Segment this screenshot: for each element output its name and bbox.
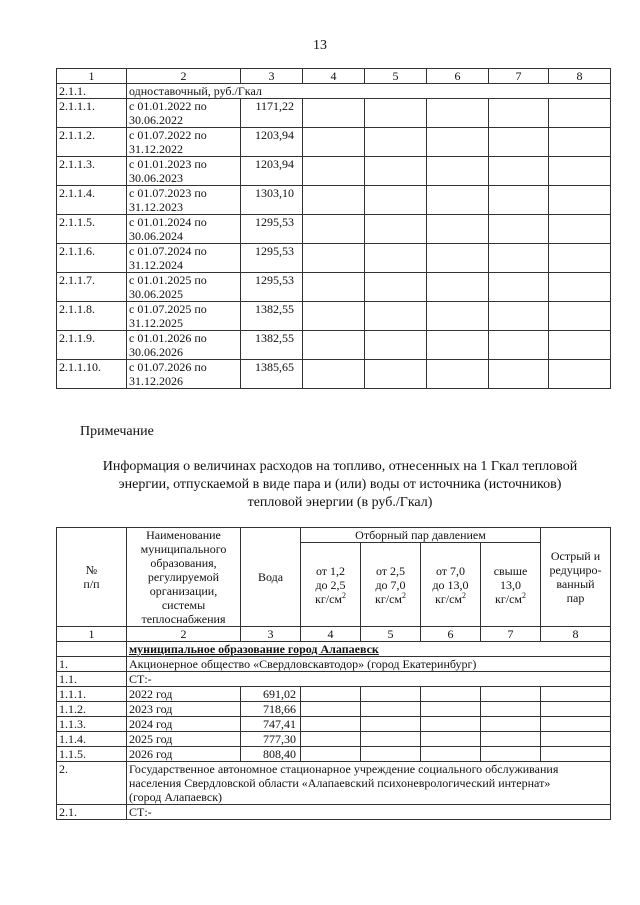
- column-number-row: 1 2 3 4 5 6 7 8: [57, 627, 611, 642]
- table-row: [57, 331, 611, 360]
- row-period: с 01.07.2025 по 31.12.2025: [127, 302, 241, 331]
- header-sharp-steam: Острый и редуциро- ванный пар: [541, 528, 611, 627]
- row-value: 747,41: [241, 717, 301, 732]
- header-pressure-2: от 2,5 до 7,0 $кг/см^2$: [361, 543, 421, 627]
- row-period: с 01.07.2024 по 31.12.2024: [127, 244, 241, 273]
- row-value: 1382,55: [241, 331, 303, 360]
- row-period: с 01.01.2026 по 30.06.2026: [127, 331, 241, 360]
- row-value: 808,40: [241, 747, 301, 762]
- col-header: 4: [303, 69, 365, 84]
- row-year: 2026 год: [127, 747, 241, 762]
- row-period: с 01.01.2024 по 30.06.2024: [127, 215, 241, 244]
- municipality-name: муниципальное образование город Алапаевск: [127, 642, 611, 657]
- row-value: 1303,10: [241, 186, 303, 215]
- row-code: 1.1.3.: [57, 717, 127, 732]
- table-row: [57, 273, 611, 302]
- org-row: 2. Государственное автономное стационарное учреждение социального обслуживания населения Свердловской области «Алапаевский психоневрологический интернат» (город Алапаевск): [57, 762, 611, 805]
- note-label: Примечание: [80, 424, 154, 439]
- info-line: энергии, отпускаемой в виде пара и (или) воды от источника (источников): [118, 477, 562, 492]
- table-row: [57, 702, 611, 717]
- header-pressure-1: от 1,2 до 2,5 $кг/см^2$: [301, 543, 361, 627]
- row-period: с 01.07.2023 по 31.12.2023: [127, 186, 241, 215]
- row-value: 1171,22: [241, 99, 303, 128]
- header-pressure-3: от 7,0 до 13,0 $кг/см^2$: [421, 543, 481, 627]
- row-code: 2.1.1.6.: [57, 244, 127, 273]
- header-pressure-4: свыше 13,0 $кг/см^2$: [481, 543, 541, 627]
- org-row: 1. Акционерное общество «Свердловскавтодор» (город Екатеринбург): [57, 657, 611, 672]
- col-header: 7: [489, 69, 549, 84]
- tariff-table: [56, 68, 611, 389]
- row-year: 2024 год: [127, 717, 241, 732]
- table-row: [57, 128, 611, 157]
- system-row: 2.1. СТ:-: [57, 805, 611, 820]
- row-code: 2.1.1.7.: [57, 273, 127, 302]
- row-value: 1382,55: [241, 302, 303, 331]
- col-header: 6: [427, 69, 489, 84]
- row-code: 2.1.1.3.: [57, 157, 127, 186]
- header-number: № п/п: [57, 528, 127, 627]
- row-code: 2.1.1.2.: [57, 128, 127, 157]
- section-label: одноставочный, руб./Гкал: [127, 84, 611, 99]
- col-header: 5: [365, 69, 427, 84]
- header-name: Наименование муниципального образования, регулируемой организации, системы теплоснабжения: [127, 528, 241, 627]
- row-year: 2022 год: [127, 687, 241, 702]
- row-code: 2.1.1.10.: [57, 360, 127, 389]
- info-line: Информация о величинах расходов на топливо, отнесенных на 1 Гкал тепловой: [102, 459, 578, 474]
- org-name: Акционерное общество «Свердловскавтодор» (город Екатеринбург): [127, 657, 611, 672]
- row-year: 2025 год: [127, 732, 241, 747]
- row-value: 1203,94: [241, 157, 303, 186]
- row-code: 2.1.1.1.: [57, 99, 127, 128]
- row-code: 1.1.1.: [57, 687, 127, 702]
- info-heading: [70, 458, 610, 512]
- row-value: 718,66: [241, 702, 301, 717]
- table-row: [57, 186, 611, 215]
- col-header: 3: [241, 69, 303, 84]
- table-row: [57, 302, 611, 331]
- row-code: 1.1.2.: [57, 702, 127, 717]
- fuel-cost-table: [56, 527, 611, 820]
- row-value: 1385,65: [241, 360, 303, 389]
- page-number: 13: [313, 38, 327, 53]
- org-name: Государственное автономное стационарное учреждение социального обслуживания населения Свердловской области «Алапаевский психоневрологический интернат» (город Алапаевск): [127, 762, 611, 805]
- row-value: 777,30: [241, 732, 301, 747]
- row-code: 2.1.1.4.: [57, 186, 127, 215]
- row-period: с 01.07.2022 по 31.12.2022: [127, 128, 241, 157]
- table-row: [57, 732, 611, 747]
- header-water: Вода: [241, 528, 301, 627]
- table-row: [57, 157, 611, 186]
- table-row: [57, 747, 611, 762]
- row-code: 2.1.1.5.: [57, 215, 127, 244]
- col-header: 8: [549, 69, 611, 84]
- row-value: 1295,53: [241, 273, 303, 302]
- row-value: 1295,53: [241, 215, 303, 244]
- system-name: СТ:-: [127, 805, 611, 820]
- table-row: [57, 215, 611, 244]
- row-code: 1.1.5.: [57, 747, 127, 762]
- row-value: 691,02: [241, 687, 301, 702]
- row-period: с 01.01.2025 по 30.06.2025: [127, 273, 241, 302]
- table-row: [57, 717, 611, 732]
- table-row: [57, 244, 611, 273]
- col-header: 2: [127, 69, 241, 84]
- info-line: тепловой энергии (в руб./Гкал): [247, 495, 433, 510]
- row-code: 2.1.1.8.: [57, 302, 127, 331]
- row-value: 1203,94: [241, 128, 303, 157]
- row-code: 1.1.4.: [57, 732, 127, 747]
- row-value: 1295,53: [241, 244, 303, 273]
- section-code: 2.1.1.: [57, 84, 127, 99]
- header-steam: Отборный пар давлением: [301, 528, 541, 543]
- row-period: с 01.07.2026 по 31.12.2026: [127, 360, 241, 389]
- municipality-row: [57, 642, 611, 657]
- col-header: 1: [57, 69, 127, 84]
- system-name: СТ:-: [127, 672, 611, 687]
- system-row: 1.1. СТ:-: [57, 672, 611, 687]
- table-row: [57, 687, 611, 702]
- table-header-row: [57, 69, 611, 84]
- row-code: 2.1.1.9.: [57, 331, 127, 360]
- section-row: [57, 84, 611, 99]
- row-period: с 01.01.2022 по 30.06.2022: [127, 99, 241, 128]
- table-row: [57, 360, 611, 389]
- table-row: [57, 99, 611, 128]
- row-period: с 01.01.2023 по 30.06.2023: [127, 157, 241, 186]
- row-year: 2023 год: [127, 702, 241, 717]
